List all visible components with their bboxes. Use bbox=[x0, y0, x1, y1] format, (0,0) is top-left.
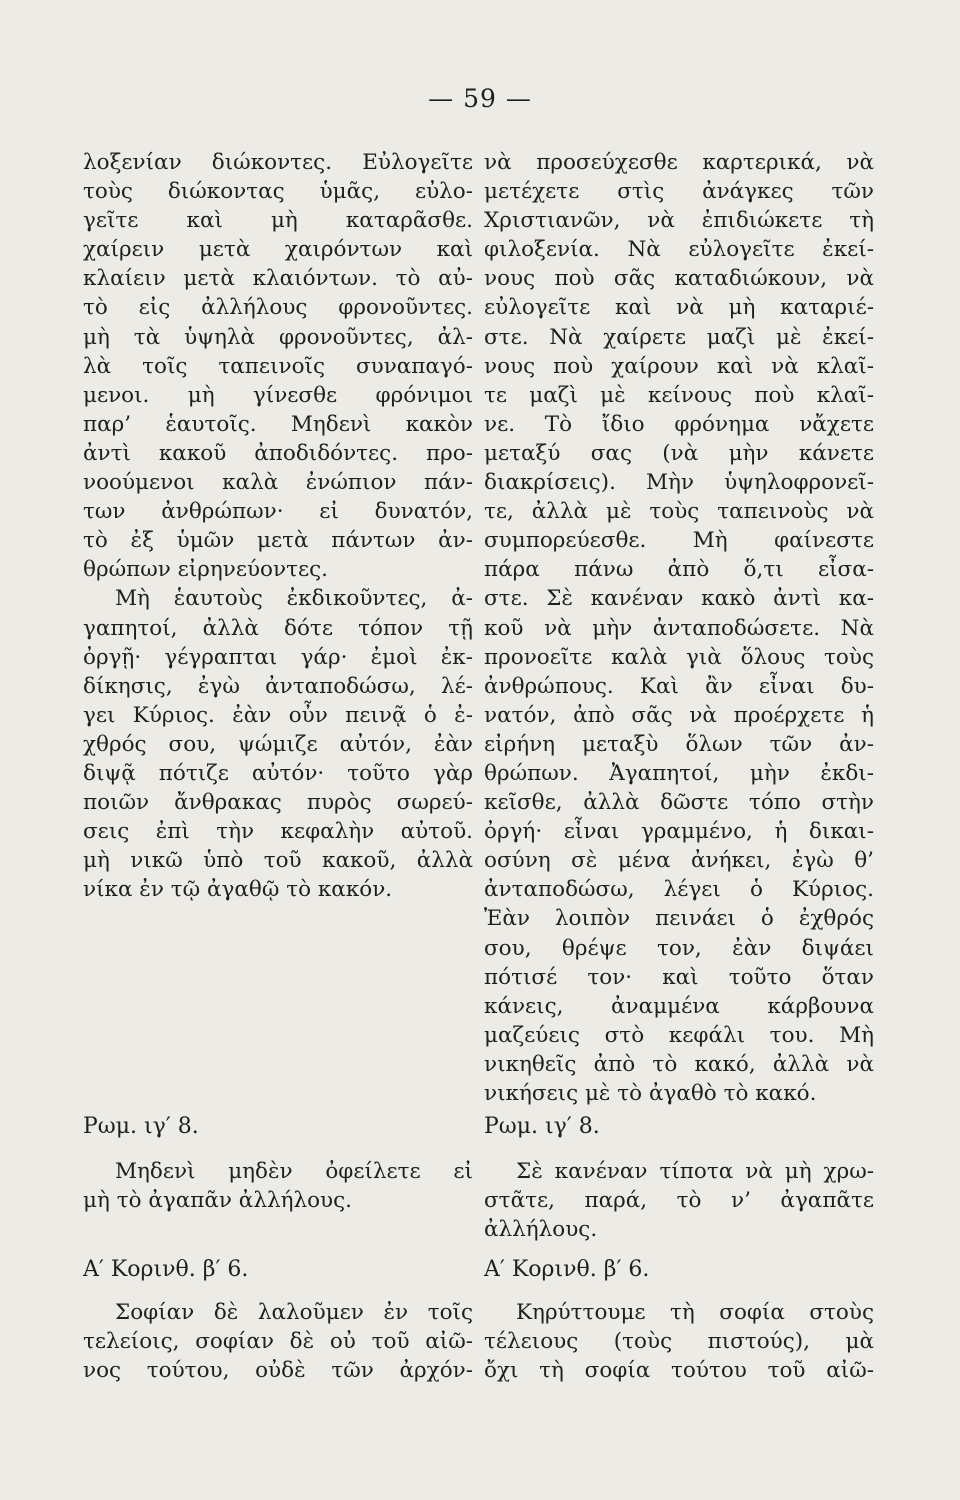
text-line: Μηδενὶ μηδὲν ὀφείλετε εἰ bbox=[115, 1159, 473, 1184]
text-line: τὸ ἐξ ὑμῶν μετὰ πάντων ἀν- bbox=[83, 528, 473, 554]
text-line: γεῖτε καὶ μὴ καταρᾶσθε. bbox=[83, 208, 473, 234]
text-line: διακρίσεις). Μὴν ὑψηλοφρονεῖ- bbox=[484, 470, 874, 496]
text-line: μὴ τὰ ὑψηλὰ φρονοῦντες, ἀλ- bbox=[83, 324, 473, 350]
left-reference-romans: Ρωμ. ιγ′ 8. bbox=[83, 1114, 199, 1139]
text-line: μαζεύεις στὸ κεφάλι του. Μὴ bbox=[484, 1022, 874, 1048]
text-line: τε, ἀλλὰ μὲ τοὺς ταπεινοὺς νὰ bbox=[484, 499, 874, 525]
text-line: νους ποὺ χαίρουν καὶ νὰ κλαῖ- bbox=[484, 353, 874, 379]
text-line: στε. Σὲ κανέναν κακὸ ἀντὶ κα- bbox=[484, 586, 874, 612]
left-main-passage bbox=[83, 148, 473, 904]
text-line: κάνεις, ἀναμμένα κάρβουνα bbox=[484, 993, 874, 1019]
text-line: ἀντὶ κακοῦ ἀποδιδόντες. προ- bbox=[83, 440, 473, 466]
text-line: νίκα ἐν τῷ ἀγαθῷ τὸ κακόν. bbox=[83, 877, 393, 903]
text-line: μὴ τὸ ἀγαπᾶν ἀλλήλους. bbox=[83, 1188, 352, 1214]
text-line: νὰ προσεύχεσθε καρτερικά, νὰ bbox=[484, 150, 874, 175]
text-line: λοξενίαν διώκοντες. Εὐλογεῖτε bbox=[83, 150, 473, 175]
text-line: γαπητοί, ἀλλὰ δότε τόπον τῇ bbox=[83, 615, 473, 641]
right-verse-corinthians bbox=[484, 1298, 874, 1385]
text-line: διψᾷ πότιζε αὐτόν· τοῦτο γὰρ bbox=[83, 760, 473, 786]
text-line: ἀνθρώπους. Καὶ ἂν εἶναι δυ- bbox=[484, 673, 874, 699]
text-line: νε. Τὸ ἴδιο φρόνημα νἄχετε bbox=[484, 411, 874, 437]
text-line: συμπορεύεσθε. Μὴ φαίνεστε bbox=[484, 528, 874, 554]
text-line: ποιῶν ἄνθρακας πυρὸς σωρεύ- bbox=[83, 790, 473, 816]
text-line: εὐλογεῖτε καὶ νὰ μὴ καταριέ- bbox=[484, 295, 874, 321]
text-line: Ἐὰν λοιπὸν πεινάει ὁ ἐχθρός bbox=[484, 906, 874, 932]
text-line: τέλειους (τοὺς πιστούς), μὰ bbox=[484, 1329, 874, 1355]
text-line: θρώπων. Ἀγαπητοί, μὴν ἐκδι- bbox=[484, 760, 874, 786]
text-line: νους ποὺ σᾶς καταδιώκουν, νὰ bbox=[484, 266, 874, 292]
text-line: παρ’ ἑαυτοῖς. Μηδενὶ κακὸν bbox=[83, 411, 473, 437]
text-line: νικηθεῖς ἀπὸ τὸ κακό, ἀλλὰ νὰ bbox=[484, 1051, 874, 1077]
text-line: τοὺς διώκοντας ὑμᾶς, εὐλο- bbox=[83, 179, 473, 205]
right-reference-corinthians: Α′ Κορινθ. β′ 6. bbox=[484, 1257, 650, 1282]
text-line: θρώπων εἰρηνεύοντες. bbox=[83, 557, 328, 583]
text-line: λὰ τοῖς ταπεινοῖς συναπαγό- bbox=[83, 353, 473, 379]
text-line: Σοφίαν δὲ λαλοῦμεν ἐν τοῖς bbox=[115, 1300, 473, 1325]
text-line: πότισέ τον· καὶ τοῦτο ὅταν bbox=[484, 964, 874, 990]
text-line: τελείοις, σοφίαν δὲ οὐ τοῦ αἰῶ- bbox=[83, 1329, 473, 1355]
text-line: στε. Νὰ χαίρετε μαζὶ μὲ ἐκεί- bbox=[484, 324, 874, 350]
text-line: Μὴ ἑαυτοὺς ἐκδικοῦντες, ἀ- bbox=[115, 586, 473, 612]
text-line: νικήσεις μὲ τὸ ἀγαθὸ τὸ κακό. bbox=[484, 1081, 817, 1106]
text-line: φιλοξενία. Νὰ εὐλογεῖτε ἐκεί- bbox=[484, 237, 874, 263]
text-line: δίκησις, ἐγὼ ἀνταποδώσω, λέ- bbox=[83, 673, 473, 699]
left-verse-corinthians bbox=[83, 1298, 473, 1385]
text-line: ὄχι τὴ σοφία τούτου τοῦ αἰῶ- bbox=[484, 1358, 874, 1384]
text-line: Χριστιανῶν, νὰ ἐπιδιώκετε τὴ bbox=[484, 208, 874, 234]
text-line: κοῦ νὰ μὴν ἀνταποδώσετε. Νὰ bbox=[484, 615, 874, 641]
page-number: — 59 — bbox=[428, 84, 532, 113]
text-line: ὀργῇ· γέγραπται γάρ· ἐμοὶ ἐκ- bbox=[83, 644, 473, 670]
text-line: κλαίειν μετὰ κλαιόντων. τὸ αὐ- bbox=[83, 266, 473, 292]
text-line: μεταξύ σας (νὰ μὴν κάνετε bbox=[484, 440, 874, 466]
text-line: χαίρειν μετὰ χαιρόντων καὶ bbox=[83, 237, 473, 263]
text-line: σεις ἐπὶ τὴν κεφαλὴν αὐτοῦ. bbox=[83, 819, 473, 845]
text-line: Κηρύττουμε τὴ σοφία στοὺς bbox=[516, 1300, 874, 1325]
right-verse-romans bbox=[484, 1157, 874, 1244]
left-reference-corinthians: Α′ Κορινθ. β′ 6. bbox=[83, 1257, 249, 1282]
right-main-passage bbox=[484, 148, 874, 1108]
text-line: σου, θρέψε τον, ἐὰν διψάει bbox=[484, 935, 874, 961]
text-line: πάρα πάνω ἀπὸ ὅ,τι εἶσα- bbox=[484, 557, 874, 583]
text-line: στᾶτε, παρά, τὸ ν’ ἀγαπᾶτε bbox=[484, 1188, 874, 1214]
text-line: τε μαζὶ μὲ κείνους ποὺ κλαῖ- bbox=[484, 382, 874, 408]
left-verse-romans bbox=[83, 1157, 473, 1215]
text-line: ἀλλήλους. bbox=[484, 1217, 598, 1243]
text-line: προνοεῖτε καλὰ γιὰ ὅλους τοὺς bbox=[484, 644, 874, 670]
text-line: ὀργή· εἶναι γραμμένο, ἡ δικαι- bbox=[484, 819, 874, 845]
text-line: νατόν, ἀπὸ σᾶς νὰ προέρχετε ἡ bbox=[484, 702, 874, 728]
text-line: τὸ εἰς ἀλλήλους φρονοῦντες. bbox=[83, 295, 473, 321]
text-line: των ἀνθρώπων· εἰ δυνατόν, bbox=[83, 499, 473, 525]
text-line: μὴ νικῶ ὑπὸ τοῦ κακοῦ, ἀλλὰ bbox=[83, 848, 473, 874]
text-line: μετέχετε στὶς ἀνάγκες τῶν bbox=[484, 179, 874, 205]
text-line: χθρός σου, ψώμιζε αὐτόν, ἐὰν bbox=[83, 731, 473, 757]
right-reference-romans: Ρωμ. ιγ′ 8. bbox=[484, 1114, 600, 1139]
text-line: κεῖσθε, ἀλλὰ δῶστε τόπο στὴν bbox=[484, 790, 874, 816]
text-line: Σὲ κανέναν τίποτα νὰ μὴ χρω- bbox=[516, 1159, 874, 1184]
text-line: οσύνη σὲ μένα ἀνήκει, ἐγὼ θ’ bbox=[484, 848, 874, 874]
text-line: εἰρήνη μεταξὺ ὅλων τῶν ἀν- bbox=[484, 731, 874, 757]
text-line: γει Κύριος. ἐὰν οὖν πεινᾷ ὁ ἐ- bbox=[83, 702, 473, 728]
text-line: νοούμενοι καλὰ ἐνώπιον πάν- bbox=[83, 470, 473, 496]
text-line: ἀνταποδώσω, λέγει ὁ Κύριος. bbox=[484, 877, 874, 903]
text-line: μενοι. μὴ γίνεσθε φρόνιμοι bbox=[83, 382, 473, 408]
text-line: νος τούτου, οὐδὲ τῶν ἀρχόν- bbox=[83, 1358, 473, 1384]
